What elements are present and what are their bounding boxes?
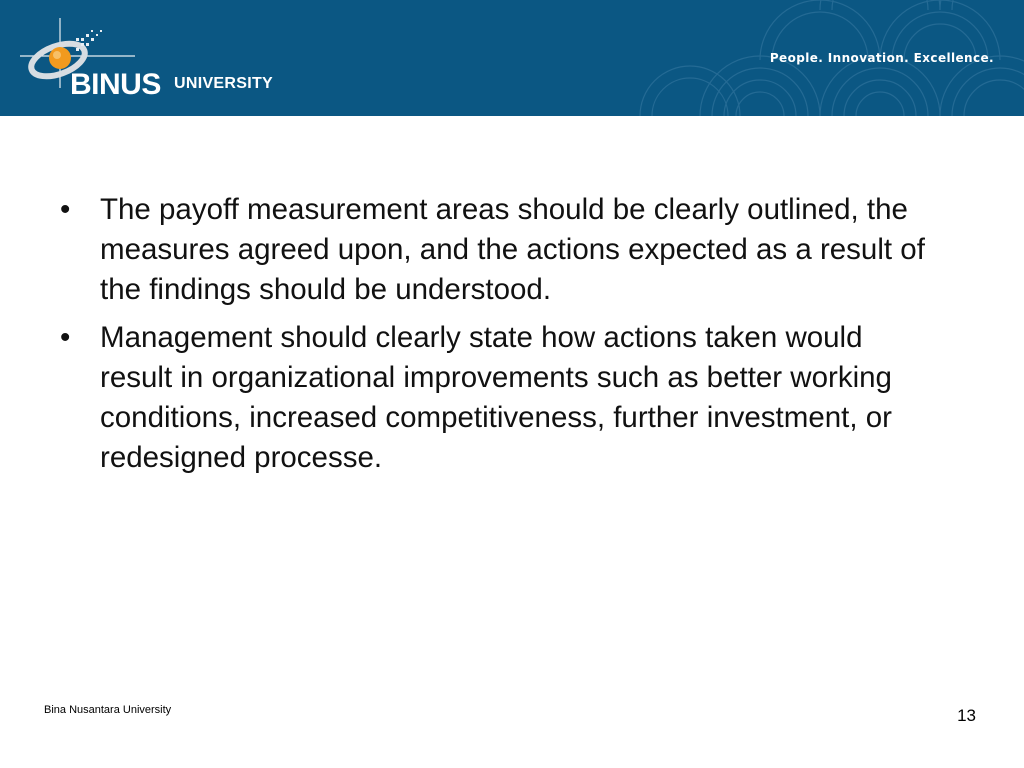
bullet-item	[58, 318, 938, 478]
header-banner	[0, 0, 1024, 116]
bullet-item	[58, 190, 938, 310]
bullet-marker: •	[60, 193, 71, 226]
bullet-marker: •	[60, 321, 71, 354]
binus-logo	[20, 18, 320, 108]
tagline: People. Innovation. Excellence.	[769, 51, 994, 65]
bullet-list	[58, 190, 938, 478]
page-number: 13	[957, 706, 976, 725]
slide-content	[58, 190, 938, 486]
bullet-text: The payoff measurement areas should be clearly outlined, the measures agreed upon, and the actions expected as a result of the findings should be understood.	[100, 193, 925, 306]
brand-name: BINUS	[70, 68, 161, 101]
bullet-text: Management should clearly state how actions taken would result in organizational improvements such as better working conditions, increased competitiveness, further investment, or redesigned processe.	[100, 321, 892, 474]
footer-organization: Bina Nusantara University	[44, 704, 172, 716]
brand-suffix: UNIVERSITY	[174, 75, 274, 92]
